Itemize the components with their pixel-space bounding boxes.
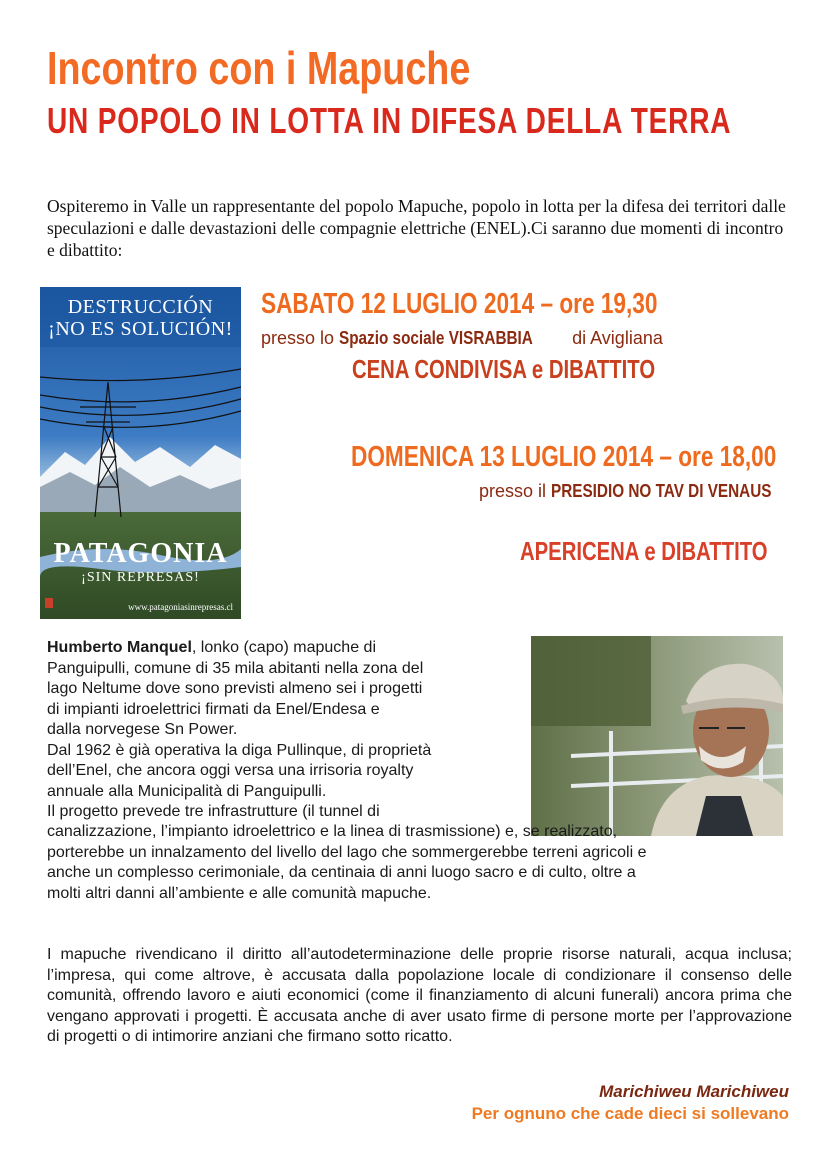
event-1-venue: Spazio sociale VISRABBIA [339,328,533,348]
event-2-date: DOMENICA 13 LUGLIO 2014 – ore 18,00 [351,441,777,473]
event-1-date: SABATO 12 LUGLIO 2014 – ore 19,30 [261,288,658,320]
portrait-photo [531,636,783,836]
bio-line: Il progetto prevede tre infrastrutture (il tunnel di [47,803,380,820]
poster-logo-icon [45,598,53,608]
event-2-activity: APERICENA e DIBATTITO [520,536,768,566]
page-title: Incontro con i Mapuche [47,42,471,94]
body-line: porterebbe un innalzamento del livello del lago che sommergerebbe terreni agricoli e [47,843,647,861]
event-2-place [479,480,810,502]
portrait-artwork [531,636,783,836]
poster-headline: DESTRUCCIÓN [67,296,214,318]
intro-paragraph: Ospiteremo in Valle un rappresentante del popolo Mapuche, popolo in lotta per la difesa dei territori dalle speculazioni e dalle devastazioni delle compagnie elettriche (ENEL).Ci saranno due momenti di incontro e dibattito: [47,196,786,260]
body-line: molti altri danni all’ambiente e alle comunità mapuche. [47,884,432,902]
event-2-venue: PRESIDIO NO TAV DI VENAUS [551,481,772,501]
bio-line: dalla norvegese Sn Power. [47,721,238,738]
bio-line: lago Neltume dove sono previsti almeno sei i progetti [47,680,423,697]
poster-headline-sub: ¡NO ES SOLUCIÓN! [48,318,233,340]
bio-line: di impianti idroelettrici firmati da Enel/Endesa e [47,700,380,718]
bio-line: Dal 1962 è già operativa la diga Pullinque, di proprietà [47,741,432,759]
body-line: anche un complesso cerimoniale, da centinaia di anni luogo sacro e di culto, oltre a [47,864,636,881]
event-1-place-suffix: di Avigliana [567,328,663,348]
event-2-place-prefix: presso il [479,481,552,501]
closing-motto: Per ognuno che cade dieci si sollevano [471,1104,789,1123]
body-line: canalizzazione, l’impianto idroelettrico e la linea di trasmissione) e, se realizzato, [47,823,618,840]
poster-image [40,287,241,619]
bio-line: dell’Enel, che ancora oggi versa una irrisoria royalty [47,762,414,779]
poster-campaign-name: PATAGONIA [53,538,228,569]
bio-line: Panguipulli, comune di 35 mila abitanti nella zona del [47,659,424,677]
poster-slogan: ¡SIN REPRESAS! [81,570,200,585]
speaker-name: Humberto Manquel [47,639,192,656]
claims-paragraph: I mapuche rivendicano il diritto all’autodeterminazione delle proprie risorse naturali, acqua inclusa; l’impresa, qui come altrove, è accusata dalla popolazione locale di condizionare il consenso delle comunità, offrendo lavoro e aiuti economici (come il finanziamento di alcuni funerali) ancora prima che vengano approvati i progetti. È accusata anche di aver usato firme di persone morte per l’approvazione di progetti o di intimorire anziani che firmano sotto ricatto. [47,946,792,1045]
event-1-place [261,327,663,349]
event-1-activity: CENA CONDIVISA e DIBATTITO [352,354,656,384]
bio-paragraph [47,638,517,823]
poster-url: www.patagoniasinrepresas.cl [128,602,233,612]
bio-continuation [47,822,779,904]
bio-line: annuale alla Municipalità di Panguipulli. [47,782,327,800]
page-subtitle: UN POPOLO IN LOTTA IN DIFESA DELLA TERRA [47,100,732,141]
bio-line: , lonko (capo) mapuche di [191,639,376,656]
event-1-place-prefix: presso lo [261,328,340,348]
closing-slogan: Marichiweu Marichiweu [599,1082,789,1101]
